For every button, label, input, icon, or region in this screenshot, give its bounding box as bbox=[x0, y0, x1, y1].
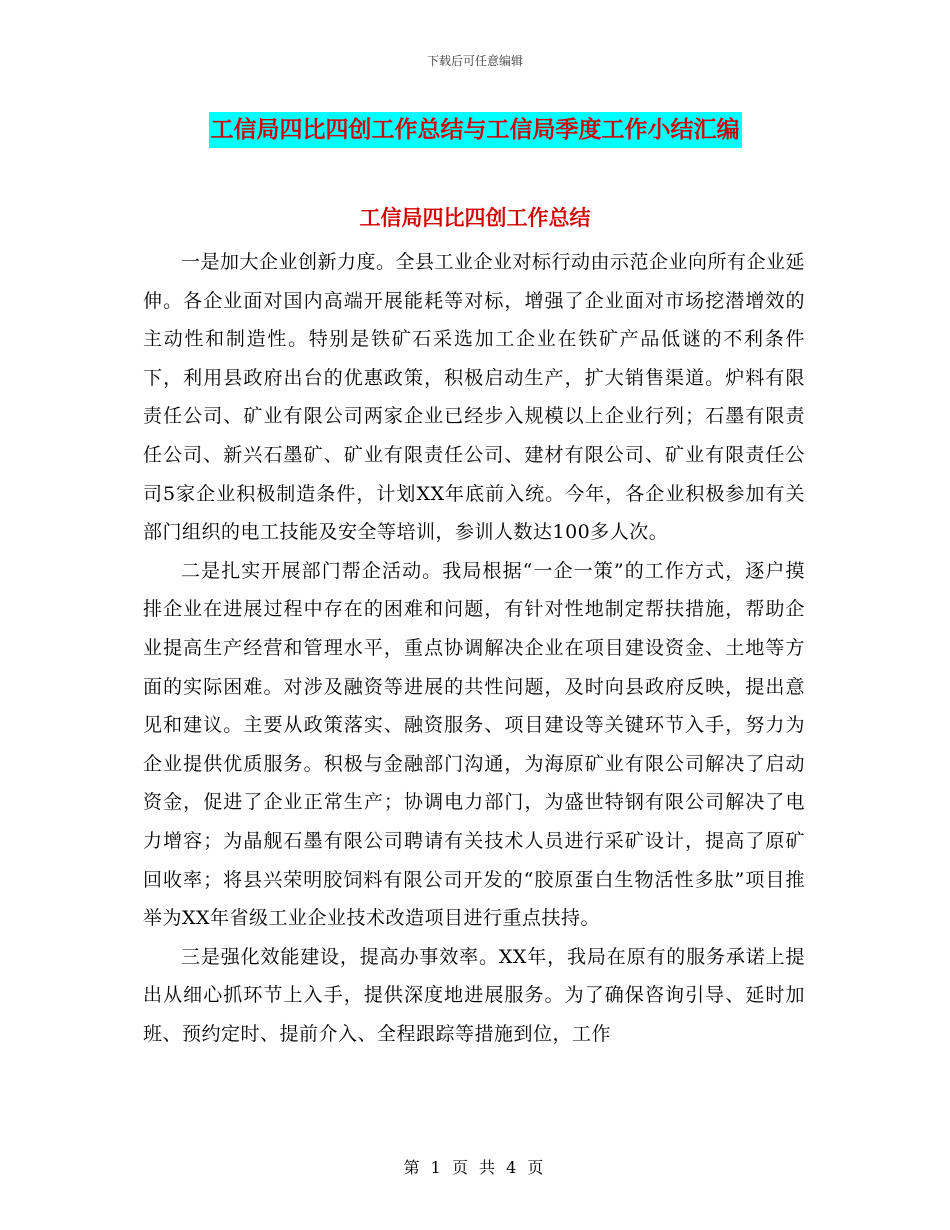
main-title: 工信局四比四创工作总结与工信局季度工作小结汇编 bbox=[209, 112, 742, 148]
page-header: 下载后可任意编辑 bbox=[426, 54, 523, 68]
page-footer: 第 1 页 共 4 页 bbox=[403, 1158, 547, 1177]
body-text bbox=[143, 243, 805, 1053]
paragraph: 一是加大企业创新力度。全县工业企业对标行动由示范企业向所有企业延伸。各企业面对国内高端开展能耗等对标，增强了企业面对市场挖潜增效的主动性和制造性。特别是铁矿石采选加工企业在铁矿产品低谜的不利条件下，利用县政府出台的优惠政策，积极启动生产，扩大销售渠道。炉料有限责任公司、矿业有限公司两家企业已经步入规模以上企业行列；石墨有限责任公司、新兴石墨矿、矿业有限责任公司、建材有限公司、矿业有限责任公司5家企业积极制造条件，计划XX年底前入统。今年，各企业积极参加有关部门组织的电工技能及安全等培训，参训人数达100多人次。 bbox=[143, 251, 806, 544]
paragraph: 三是强化效能建设，提高办事效率。XX年，我局在原有的服务承诺上提出从细心抓环节上入手，提供深度地进展服务。为了确保咨询引导、延时加班、预约定时、提前介入、全程跟踪等措施到位，工作 bbox=[143, 945, 805, 1045]
paragraph: 二是扎实开展部门帮企活动。我局根据“一企一策”的工作方式，逐户摸排企业在进展过程中存在的困难和问题，有针对性地制定帮扶措施，帮助企业提高生产经营和管理水平，重点协调解决企业在项目建设资金、土地等方面的实际困难。对涉及融资等进展的共性问题，及时向县政府反映，提出意见和建议。主要从政策落实、融资服务、项目建设等关键环节入手，努力为企业提供优质服务。积极与金融部门沟通，为海原矿业有限公司解决了启动资金，促进了企业正常生产；协调电力部门，为盛世特钢有限公司解决了电力增容；为晶舰石墨有限公司聘请有关技术人员进行采矿设计，提高了原矿回收率；将县兴荣明胶饲料有限公司开发的“胶原蛋白生物活性多肽”项目推举为XX年省级工业企业技术改造项目进行重点扶持。 bbox=[143, 559, 805, 930]
main-title-container bbox=[0, 112, 950, 148]
section-title: 工信局四比四创工作总结 bbox=[359, 206, 591, 230]
